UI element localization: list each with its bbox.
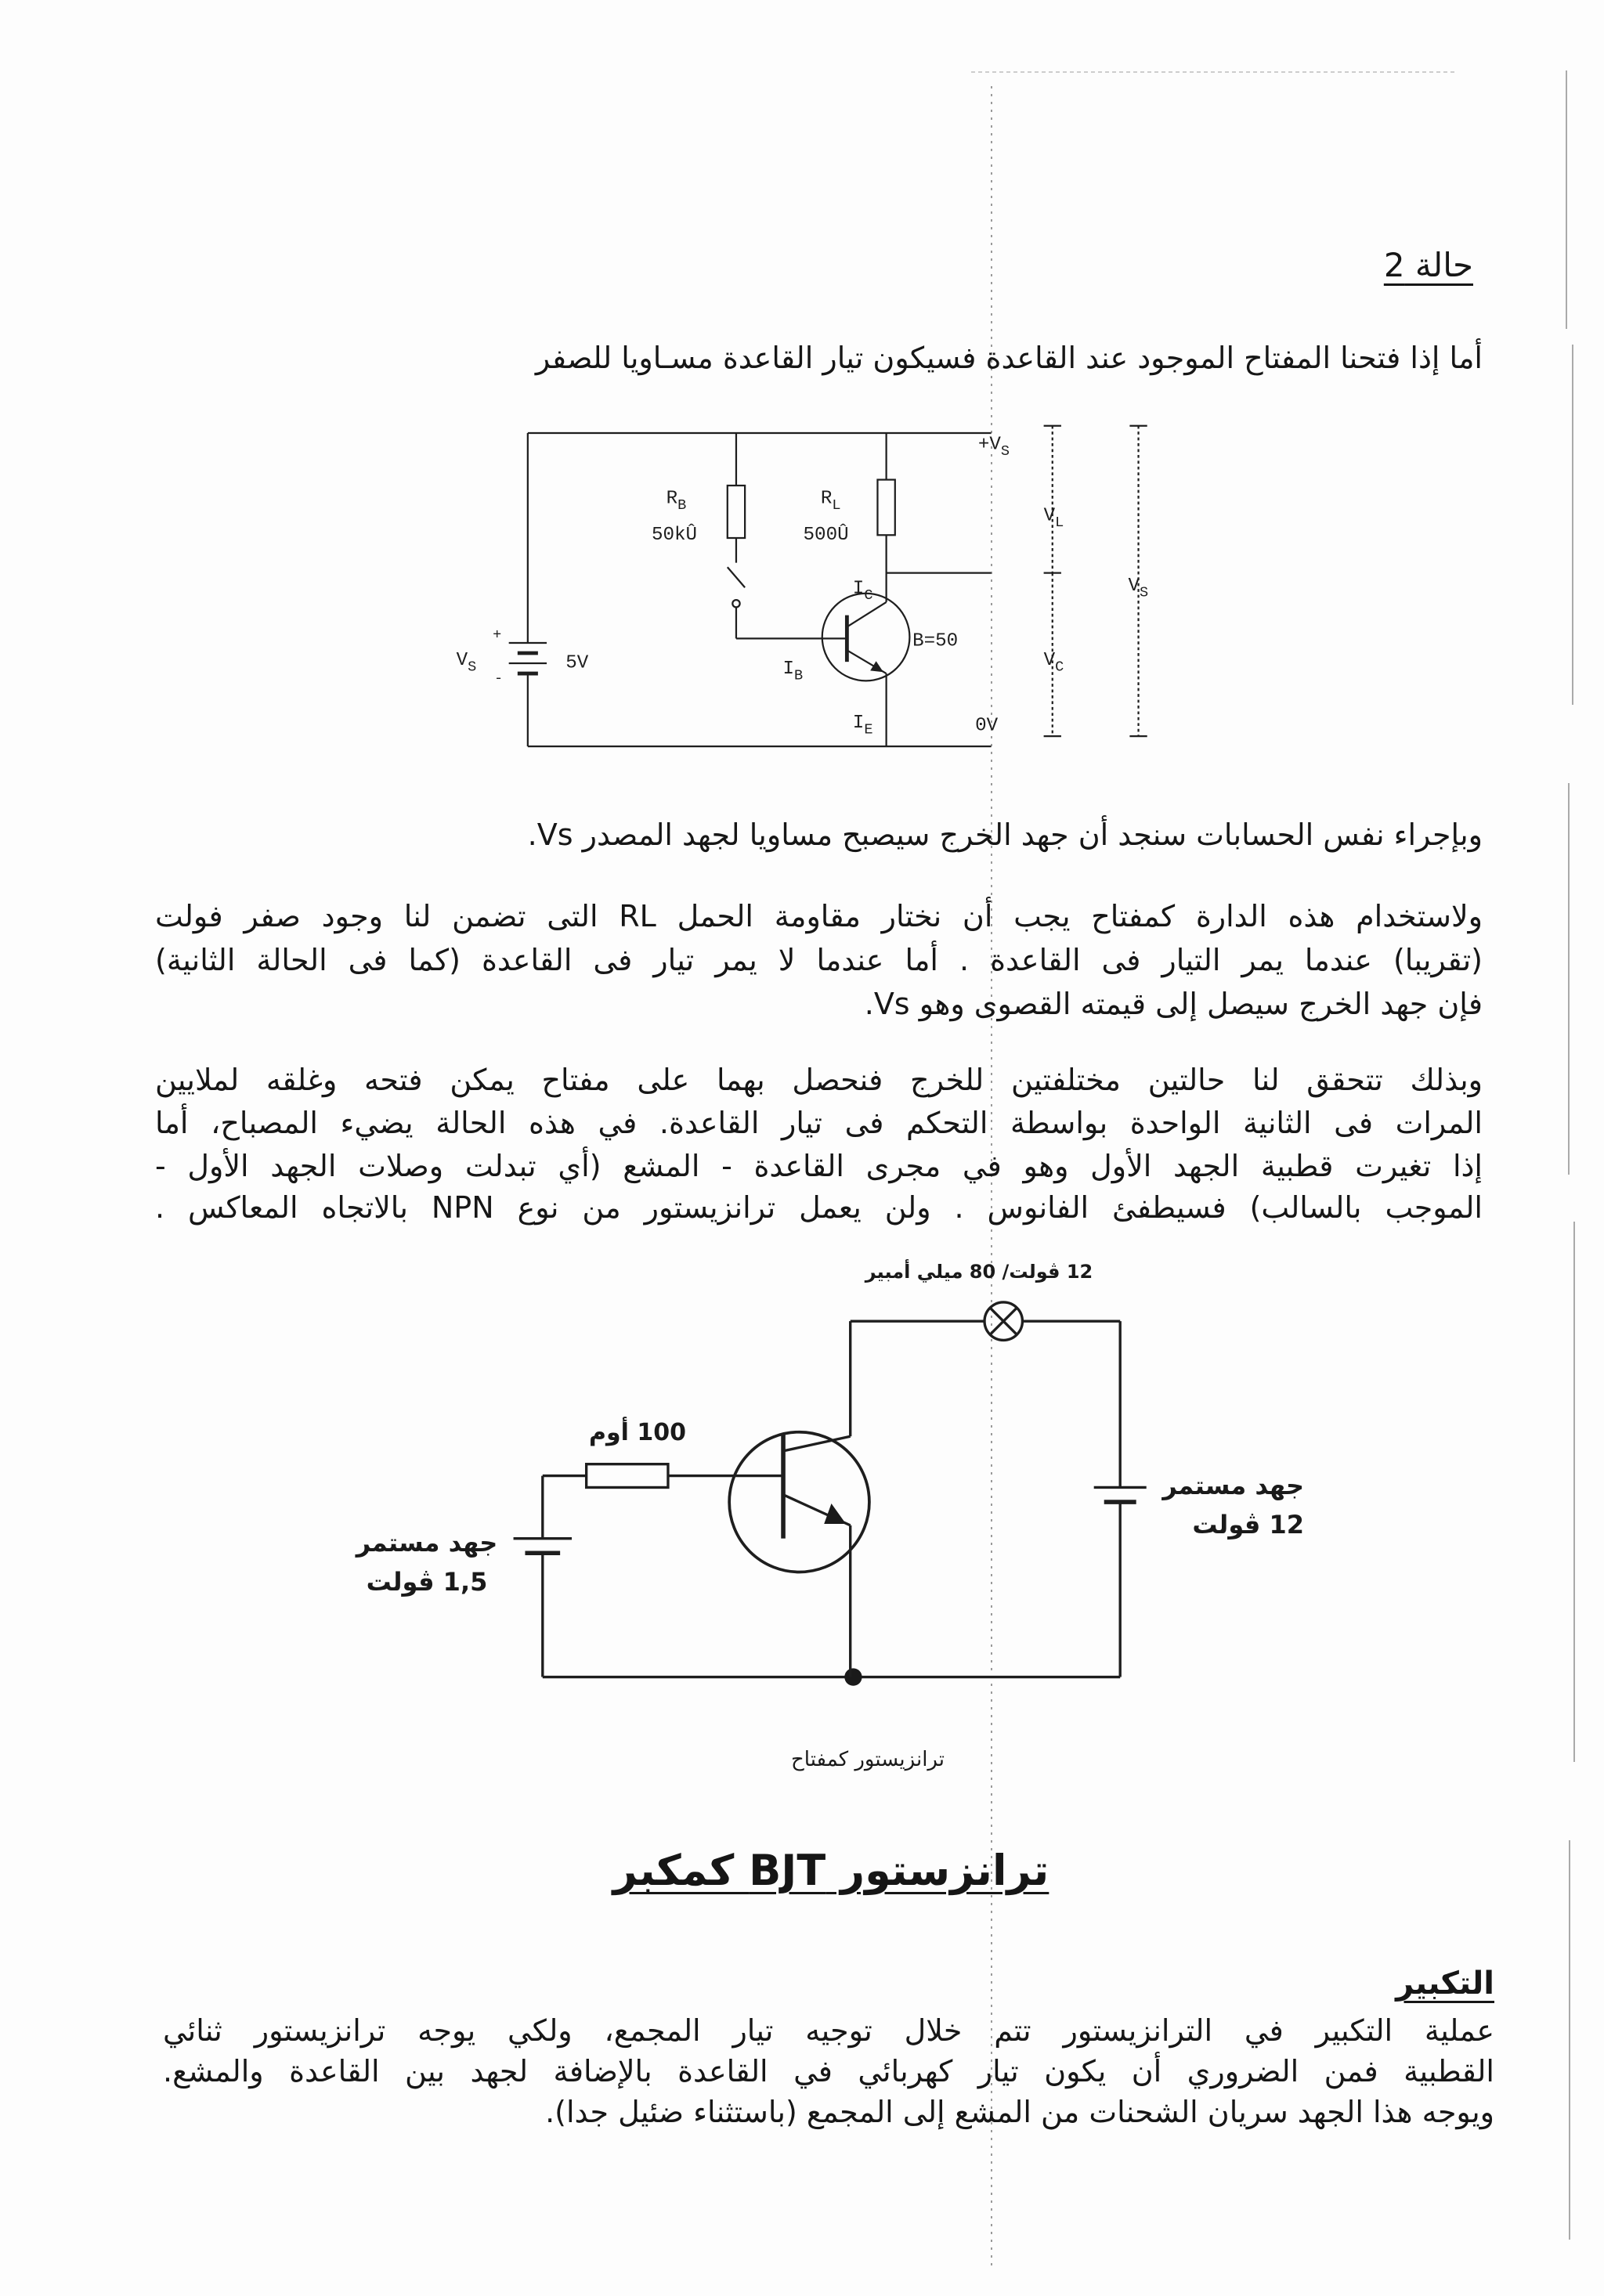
ib-label: $I_B$ — [782, 659, 804, 684]
case2-intro: أما إذا فتحنا المفتاح الموجود عند القاعدة فسيكون تيار القاعدة مسـاويا للصفر — [535, 341, 1483, 375]
ground-junction-dot — [844, 1668, 862, 1685]
resistor-rb — [728, 486, 745, 538]
rb-label: $R_B$ — [666, 488, 687, 514]
paragraph-line: المرات فى الثانية الواحدة بواسطة التحكم فى تيار القاعدة. في هذه الحالة يضيء المصباح، أما — [155, 1106, 1483, 1140]
paragraph-line: الموجب بالسالب) فسيطفئ الفانوس . ولن يعمل ترانزيستور من نوع NPN بالاتجاه المعاكس . — [155, 1190, 1483, 1225]
switch-lever — [728, 567, 745, 587]
ic-label: $I_C$ — [852, 578, 873, 605]
paragraph-line: عملية التكبير في الترانزيستور تتم خلال توجيه تيار المجمع، ولكي يوجه ترانزيستور ثنائي — [163, 2013, 1494, 2048]
paragraph-line: (تقريبا) عندما يمر التيار فى القاعدة . أما عندما لا يمر تيار فى القاعدة (كما فى الحالة الثانية) — [155, 943, 1483, 977]
paragraph-line: القطبية فمن الضروري أن يكون تيار كهربائي في القاعدة بالإضافة لجهد بين القاعدة والمشع. — [163, 2054, 1494, 2088]
ground-label: 0V — [975, 715, 999, 737]
supply-label: $+V_S$ — [977, 434, 1010, 460]
paragraph-line: ولاستخدام هذه الدارة كمفتاح يجب أن نختار مقاومة الحمل RL التى تضمن لنا وجود صفر فولت — [155, 899, 1483, 933]
source-label: $V_S$ — [456, 649, 477, 676]
emitter-arrow — [870, 661, 883, 672]
paragraph-line: ويوجه هذا الجهد سريان الشحنات من المشع إلى المجمع (باستثناء ضئيل جدا). — [545, 2095, 1494, 2129]
base-resistor — [587, 1464, 668, 1488]
amplification-subtitle: التكبير — [1396, 1966, 1494, 2002]
source-voltage: 5V — [565, 652, 589, 674]
collector-supply-type: جهد مستمر — [1162, 1471, 1304, 1500]
base-resistor-label: 100 أوم — [589, 1419, 686, 1446]
collector-supply-voltage: 12 ڤولت — [1192, 1510, 1304, 1540]
ie-label: $I_E$ — [852, 712, 873, 738]
paragraph-line: وبذلك تتحقق لنا حالتين مختلفتين للخرج فنحصل بهما على مفتاح يمكن فتحه وغلقه لملايين — [155, 1063, 1483, 1097]
paragraph-line: وبإجراء نفس الحسابات سنجد أن جهد الخرج سيصبح مساويا لجهد المصدر Vs. — [527, 818, 1483, 852]
base-supply-label — [349, 1523, 505, 1601]
source-minus: - — [494, 670, 504, 688]
switch-contact — [732, 600, 739, 607]
paragraph-line: فإن جهد الخرج سيصل إلى قيمته القصوى وهو Vs. — [864, 987, 1483, 1021]
vs-label: $V_S$ — [1128, 576, 1149, 601]
transistor-collector — [847, 602, 886, 627]
paragraph-line: إذا تغيرت قطبية الجهد الأول وهو في مجرى القاعدة - المشع (أي تبدلت وصلات الجهد الأول - — [155, 1149, 1483, 1183]
collector-supply-label — [1140, 1466, 1304, 1544]
resistor-rl — [877, 480, 894, 536]
rb-value: 50kÛ — [652, 524, 698, 546]
base-supply-type: جهد مستمر — [356, 1528, 498, 1558]
amplifier-section-title: ترانزستور BJT كمكبر — [612, 1846, 1049, 1895]
lamp-rating-label: 12 ڤولت/ 80 ميلي أمبير — [865, 1261, 1093, 1283]
case2-heading: حالة 2 — [1383, 246, 1473, 284]
beta-label: B=50 — [912, 630, 959, 652]
rl-label: $R_L$ — [820, 488, 841, 514]
transistor-body — [822, 594, 910, 681]
switch-circuit-diagram — [452, 423, 1166, 758]
base-supply-voltage: 1,5 ڤولت — [366, 1567, 488, 1597]
source-plus: + — [493, 626, 502, 644]
vl-label: $V_L$ — [1043, 505, 1064, 532]
vc-label: $V_C$ — [1043, 649, 1064, 676]
figure-caption: ترانزيستور كمفتاح — [790, 1748, 945, 1771]
rl-value: 500Û — [803, 524, 849, 546]
